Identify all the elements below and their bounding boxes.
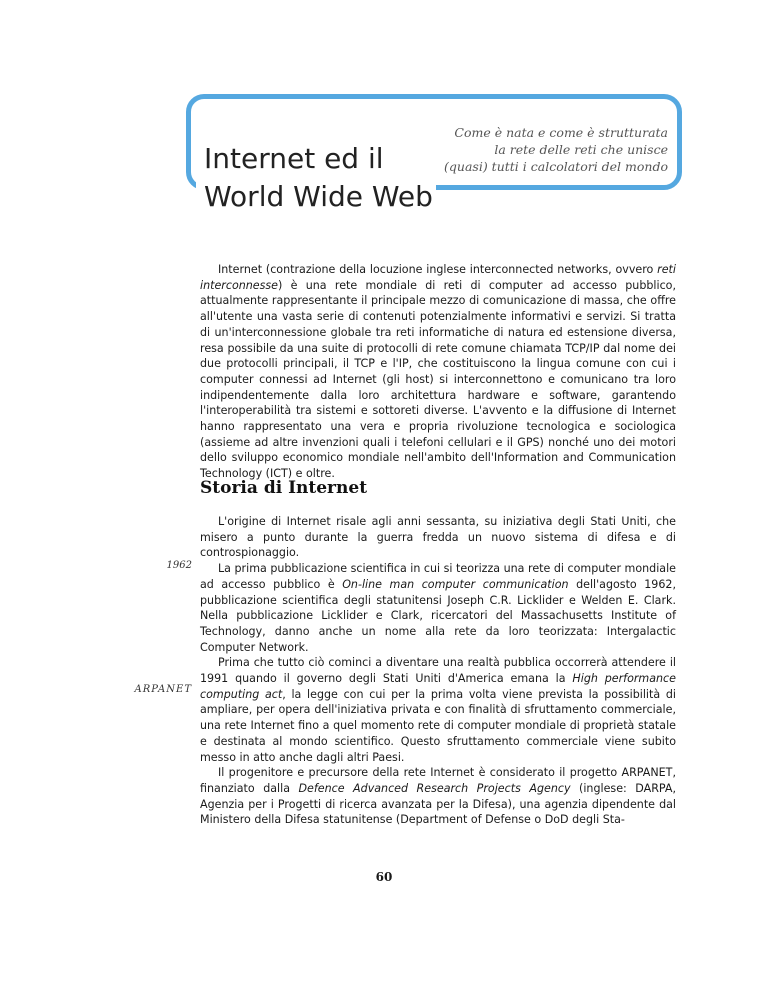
subtitle-line-3: (quasi) tutti i calcolatori del mondo — [444, 159, 668, 174]
history-paragraph-2 — [200, 561, 676, 655]
p3-text-a: Prima che tutto ciò cominci a diventare una realtà pubblica occorrerà attendere il 1991 quando il governo degli Stati Uniti d'America emana la — [200, 656, 676, 686]
p2-text-b: dell'agosto 1962, pubblicazione scientifica degli statunitensi Joseph C.R. Licklider e Welden E. Clark. Nella pubblicazione Licklider e Clark, ricercatori del Massachusetts Institute of Technology, danno anche un nome alla rete da loro teorizzata: Intergalactic Computer Network. — [200, 577, 677, 654]
p2-text-a: La prima pubblicazione scientifica in cui si teorizza una rete di computer mondiale ad accesso pubblico è — [200, 562, 676, 591]
history-paragraph-4 — [200, 765, 676, 828]
intro-text-a: Internet (contrazione della locuzione inglese interconnected networks, ovvero — [218, 263, 658, 276]
intro-paragraph — [200, 262, 676, 482]
subtitle-line-2: la rete delle reti che unisce — [494, 142, 668, 157]
subtitle-line-1: Come è nata e come è strutturata — [454, 125, 668, 140]
history-paragraph-1: L'origine di Internet risale agli anni sessanta, su iniziativa degli Stati Uniti, che misero a punto durante la guerra fredda un nuovo sistema di difesa e di controspionaggio. — [200, 515, 676, 560]
chapter-title-line-1: Internet ed il — [204, 142, 384, 175]
intro-text-b: ) è una rete mondiale di reti di computer ad accesso pubblico, attualmente rappresentante il principale mezzo di comunicazione di massa, che offre all'utente una vasta serie di contenuti potenzialmente informativi e servizi. Si tratta di un'interconnessione globale tra reti informatiche di natura ed estensione diversa, resa possibile da una suite di protocolli di rete comune chiamata TCP/IP dal nome dei due protocolli principali, il TCP e l'IP, che costituiscono la lingua comune con cui i computer connessi ad Internet (gli host) si interconnettono e comunicano tra loro indipendentemente dalla loro architettura hardware e software, garantendo l'interoperabilità tra sistemi e sottoreti diverse. L'avvento e la diffusione di Internet hanno rappresentato una vera e propria rivoluzione tecnologica e sociologica (assieme ad altre invenzioni quali i telefoni cellulari e il GPS) nonché uno dei motori dello sviluppo economico mondiale nell'ambito dell'Information and Communication Technology (ICT) e oltre. — [200, 278, 676, 481]
p4-text-b: (inglese: DARPA, Agenzia per i Progetti di ricerca avanzata per la Difesa), una agenzia dipendente dal Ministero della Difesa statunitense (Department of Defense o DoD degli Sta- — [200, 781, 676, 827]
p2-emphasis: On-line man computer communication — [342, 577, 569, 591]
section-title: Storia di Internet — [200, 478, 368, 498]
page-number: 60 — [375, 870, 393, 884]
chapter-title — [204, 140, 433, 216]
margin-note-year: 1962 — [166, 560, 192, 571]
history-paragraph-3 — [200, 655, 676, 765]
p4-emphasis: Defence Advanced Research Projects Agency — [298, 781, 571, 795]
p3-text-b: , la legge con cui per la prima volta viene prevista la possibilità di ampliare, per opera dell'iniziativa privata e con finalità di sfruttamento commerciale, una rete Internet fino a quel momento rete di computer mondiale di proprietà statale e destinata al mondo scientifico. Questo sfruttamento commerciale viene subito messo in atto anche dagli altri Paesi. — [200, 687, 676, 764]
p3-emphasis: High performance computing act — [200, 672, 676, 701]
margin-note-arpanet: ARPANET — [134, 684, 192, 695]
intro-section — [200, 262, 676, 482]
chapter-title-line-2: World Wide Web — [204, 180, 433, 213]
history-section — [200, 514, 676, 828]
p4-text-a: Il progenitore e precursore della rete Internet è considerato il progetto ARPANET, finanziato dalla — [200, 766, 676, 795]
chapter-subtitle — [408, 124, 668, 175]
intro-emphasis: reti interconnesse — [200, 263, 676, 292]
